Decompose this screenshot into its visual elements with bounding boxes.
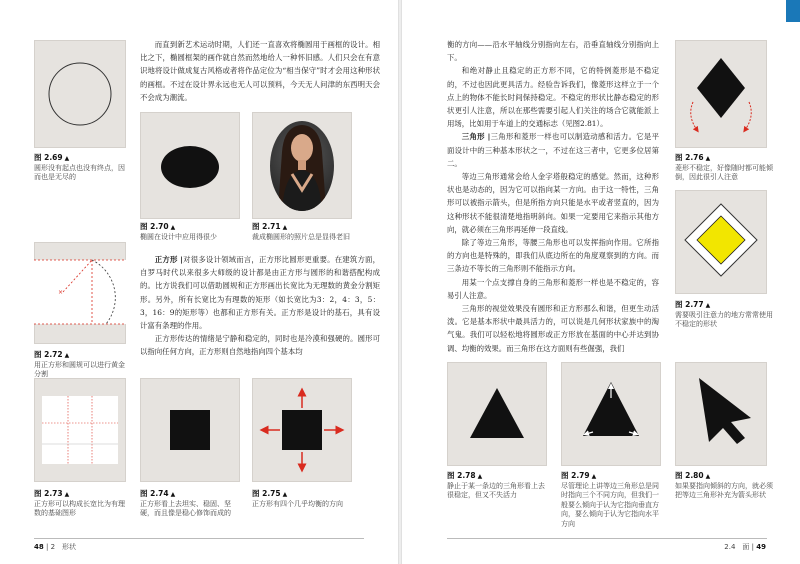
golden-section-illustration [34,242,126,344]
triangle-arrow-illustration [675,362,767,466]
figure-2-74-square [140,378,240,482]
book-gutter [398,0,402,564]
paragraph: 和绝对静止且稳定的正方形不同，它的特例菱形是不稳定的，不过也因此更具活力。经验告诉我们，像菱形这样立于一个点上的物体不能长时间保持稳定。不稳定的形状比静态稳定的形状更引人注意，所以在那些需要引起人们关注的场合它就能派上用场，比如用于车道上的交通标志（见图2.81）。 [447,66,659,129]
caption-2-77: 图 2.77 ▲ 需要吸引注意力的地方常常使用不稳定的形状 [675,300,773,328]
chapter-label-left: 2 形状 [50,543,77,551]
diamond-illustration [675,40,767,148]
ellipse-illustration [140,112,240,219]
figure-2-76-diamond [675,40,767,148]
body-text-left-bottom [140,253,380,359]
square-with-arrows-illustration [252,378,352,482]
svg-text:×: × [58,289,64,296]
oval-portrait-photo [252,112,352,219]
priority-road-sign-illustration [675,190,767,294]
figure-2-73-rectangle-grid [34,378,126,482]
caption-2-71: 图 2.71 ▲ 裁成椭圆形的照片总是显得老旧 [252,222,350,241]
paragraph: 等边三角形通常会给人金字塔般稳定的感觉。然而，这种形状也是动态的，因为它可以指向某一方向。由于这一特性，三角形可以被指示箭头，但是所指方向只能是水平或者竖直的，因为这种形状不能很清楚地指明斜向。如果一定要用它来指示其他方向，就必须在三角形再延伸一段直线。 [447,172,659,234]
chapter-label-right: 2.4 面 [724,543,750,551]
folio-left: 48 | 2 形状 [34,543,77,551]
black-triangle-illustration [447,362,547,466]
page-number-right: 49 [756,543,766,551]
paragraph: 正方形传达的情绪是宁静和稳定的，同时也是冷漠和强硬的。圆形可以指向任何方向，正方形则自然地指向四个基本均 [140,334,380,357]
figure-2-75-square-directions [252,378,352,482]
paragraph: 衡的方向——沿水平轴线分别指向左右，沿垂直轴线分别指向上下。 [447,40,659,63]
footer-rule-left [34,538,364,539]
caption-2-79: 图 2.79 ▲ 尽管理论上讲等边三角形总是同时指向三个不同方向，但我们一般要么倾向于认为它指向垂直方向，要么倾向于认为它指向水平方向 [561,471,659,528]
triangle-with-arrows-illustration [561,362,661,466]
caption-2-70: 图 2.70 ▲ 椭圆在设计中应用得很少 [140,222,217,241]
figure-2-79-triangle-directions [561,362,661,466]
caption-2-75: 图 2.75 ▲ 正方形有四个几乎均衡的方向 [252,489,343,508]
circle-illustration [34,40,126,148]
caption-2-78: 图 2.78 ▲ 静止于某一条边的三角形看上去很稳定，但又不失活力 [447,471,545,499]
caption-2-72: 图 2.72 ▲ 用正方形和圆规可以进行黄金分割 [34,350,125,378]
caption-2-80: 图 2.80 ▲ 如果要指向倾斜的方向，就必须把等边三角形补充为箭头形状 [675,471,773,499]
section-heading-square: 正方形 | [154,255,183,264]
footer-rule-right [447,538,767,539]
rectangle-grid-illustration [34,378,126,482]
folio-right: 2.4 面 | 49 [724,543,766,551]
black-square-illustration [140,378,240,482]
paragraph: 正方形 |对很多设计领域而言，正方形比圆形更重要。在建筑方面，自罗马时代以来很多大师级的设计都是由正方形与圆形的和谐搭配构成的。比方说我们可以借助圆规和正方形画出长宽比为无理数的黄金分割矩形。另外，所有长宽比为有理数的矩形（如长宽比为3：2，4：3，5：3，16：9的矩形等）也都和正方形有关。正方形是设计的基石，具有设计富有条理的作用。 [140,255,380,331]
caption-2-73: 图 2.73 ▲ 正方形可以构成长宽比为有理数的基础图形 [34,489,125,517]
paragraph: 三角形的视觉效果没有圆形和正方形那么和谐，但更生动活泼。它是基本形状中最具活力的，可以说是几何形状家族中的淘气鬼。我们可以轻松地将圆形或正方形放在基面的中心并达到协调、均衡的效果。而三角形在这方面则有些倔强，我们 [447,304,659,353]
figure-2-71-oval-photo [252,112,352,219]
figure-2-69-circle [34,40,126,148]
paragraph: 而直到新艺术运动时期，人们还一直喜欢将椭圆用于画框的设计。相比之下，椭圆框架的画作就自然而然地给人一种怀旧感。人们只会在有意识地将设计做成复古风格或者将作品定位为“相当保守”时才会用这种形状的画框。不过在设计界永远也无人可以预料，今天无人问津的东西明天会不会成为潮流。 [140,40,380,102]
caption-2-74: 图 2.74 ▲ 正方形看上去坦实、稳固、坚硬，而且像是稳心修饰而成的 [140,489,231,517]
body-text-right [447,38,659,355]
paragraph: 三角形 |三角形和菱形一样也可以制造动感和活力。它是平面设计中的三种基本形状之一，不过在这三者中，它更多位居第二。 [447,132,659,168]
paragraph: 除了等边三角形，等腰三角形也可以发挥指向作用。它所指的方向也是特殊的，即我们从底边所在的角度观察到的方向。而三条边不等长的三角形则不能指示方向。 [447,238,659,274]
figure-2-70-ellipse [140,112,240,219]
figure-2-72-golden-section [34,242,126,344]
paragraph: 用某一个点支撑自身的三角形和菱形一样也是不稳定的，容易引人注意。 [447,277,659,300]
section-heading-triangle: 三角形 | [461,132,491,142]
page-number-left: 48 [34,543,44,551]
body-text-left-top [140,38,380,104]
figure-2-77-priority-sign [675,190,767,294]
chapter-tab [786,0,800,22]
caption-2-76: 图 2.76 ▲ 菱形不稳定，好像随时都可能倾倒，因此很引人注意 [675,153,773,181]
figure-2-78-triangle [447,362,547,466]
caption-2-69: 图 2.69 ▲ 圆形没有起点也没有终点，因而也是无尽的 [34,153,125,181]
figure-2-80-arrow-shape [675,362,767,466]
